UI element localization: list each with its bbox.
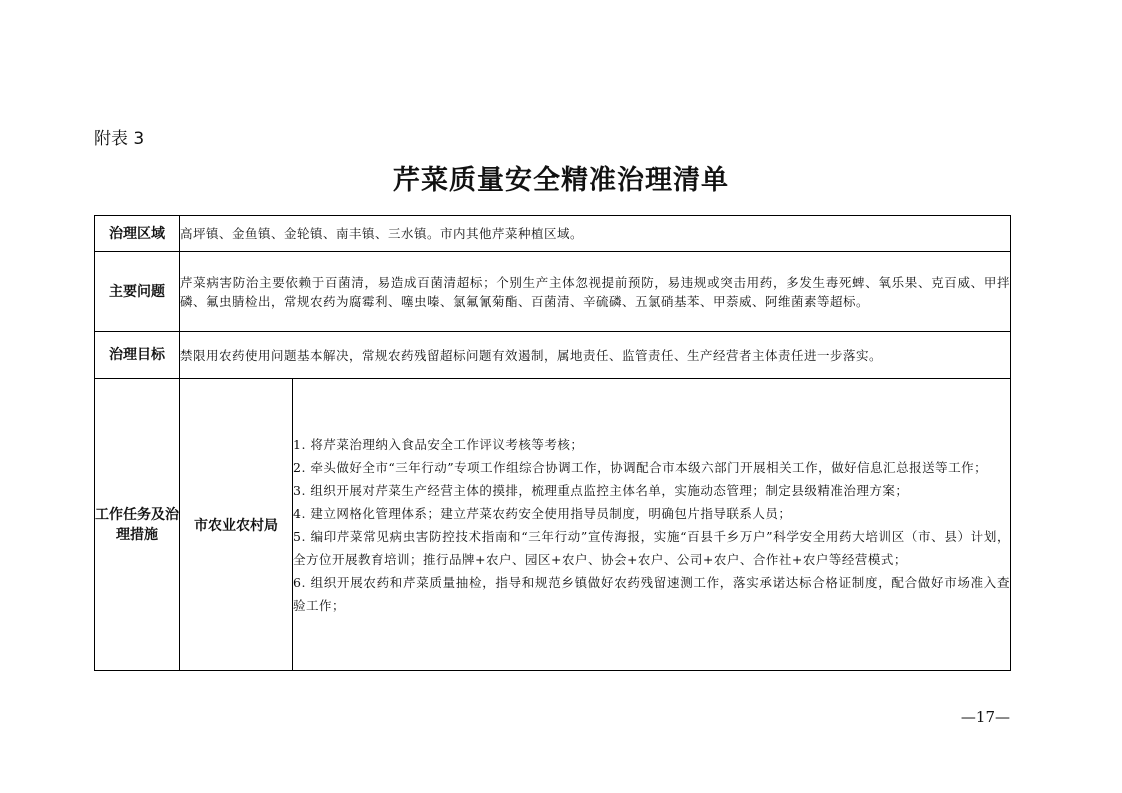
table-row-problems — [95, 252, 1011, 332]
table-row-goals — [95, 332, 1011, 379]
area-label: 治理区域 — [95, 216, 180, 252]
task-item: 2. 牵头做好全市“三年行动”专项工作组综合协调工作，协调配合市本级六部门开展相关工作，做好信息汇总报送等工作； — [293, 459, 988, 475]
task-item: 5. 编印芹菜常见病虫害防控技术指南和“三年行动”宣传海报，实施“百县千乡万户”科学安全用药大培训区（市、县）计划，全方位开展教育培训；推行品牌+农户、园区+农户、协会+农户、公司+农户、合作社+农户等经营模式； — [293, 528, 1011, 567]
problems-label: 主要问题 — [95, 252, 180, 332]
problems-content: 芹菜病害防治主要依赖于百菌清，易造成百菌清超标；个别生产主体忽视提前预防，易违规或突击用药，多发生毒死蜱、氧乐果、克百威、甲拌磷、氟虫腈检出，常规农药为腐霉利、噻虫嗪、氯氟氰菊酯、百菌清、辛硫磷、五氯硝基苯、甲萘威、阿维菌素等超标。 — [180, 252, 1011, 332]
goals-label: 治理目标 — [95, 332, 180, 379]
department-name: 市农业农村局 — [180, 379, 293, 671]
table-row-tasks — [95, 379, 1011, 671]
document-title: 芹菜质量安全精准治理清单 — [393, 165, 729, 196]
governance-table — [94, 215, 1011, 671]
goals-content: 禁限用农药使用问题基本解决，常规农药残留超标问题有效遏制，属地责任、监管责任、生产经营者主体责任进一步落实。 — [180, 332, 1011, 379]
area-content: 高坪镇、金鱼镇、金轮镇、南丰镇、三水镇。市内其他芹菜种植区域。 — [180, 216, 1011, 252]
tasks-label: 工作任务及治理措施 — [95, 379, 180, 671]
task-item: 3. 组织开展对芹菜生产经营主体的摸排，梳理重点监控主体名单，实施动态管理；制定县级精准治理方案； — [293, 482, 909, 498]
table-row-area — [95, 216, 1011, 252]
task-list — [293, 379, 1011, 671]
appendix-label: 附表 3 — [94, 129, 145, 149]
task-item: 6. 组织开展农药和芹菜质量抽检，指导和规范乡镇做好农药残留速测工作，落实承诺达标合格证制度，配合做好市场准入查验工作； — [293, 574, 1011, 613]
task-item: 4. 建立网格化管理体系；建立芹菜农药安全使用指导员制度，明确包片指导联系人员； — [293, 505, 792, 521]
page-number: —17— — [960, 708, 1010, 726]
task-item: 1. 将芹菜治理纳入食品安全工作评议考核等考核； — [293, 436, 584, 452]
